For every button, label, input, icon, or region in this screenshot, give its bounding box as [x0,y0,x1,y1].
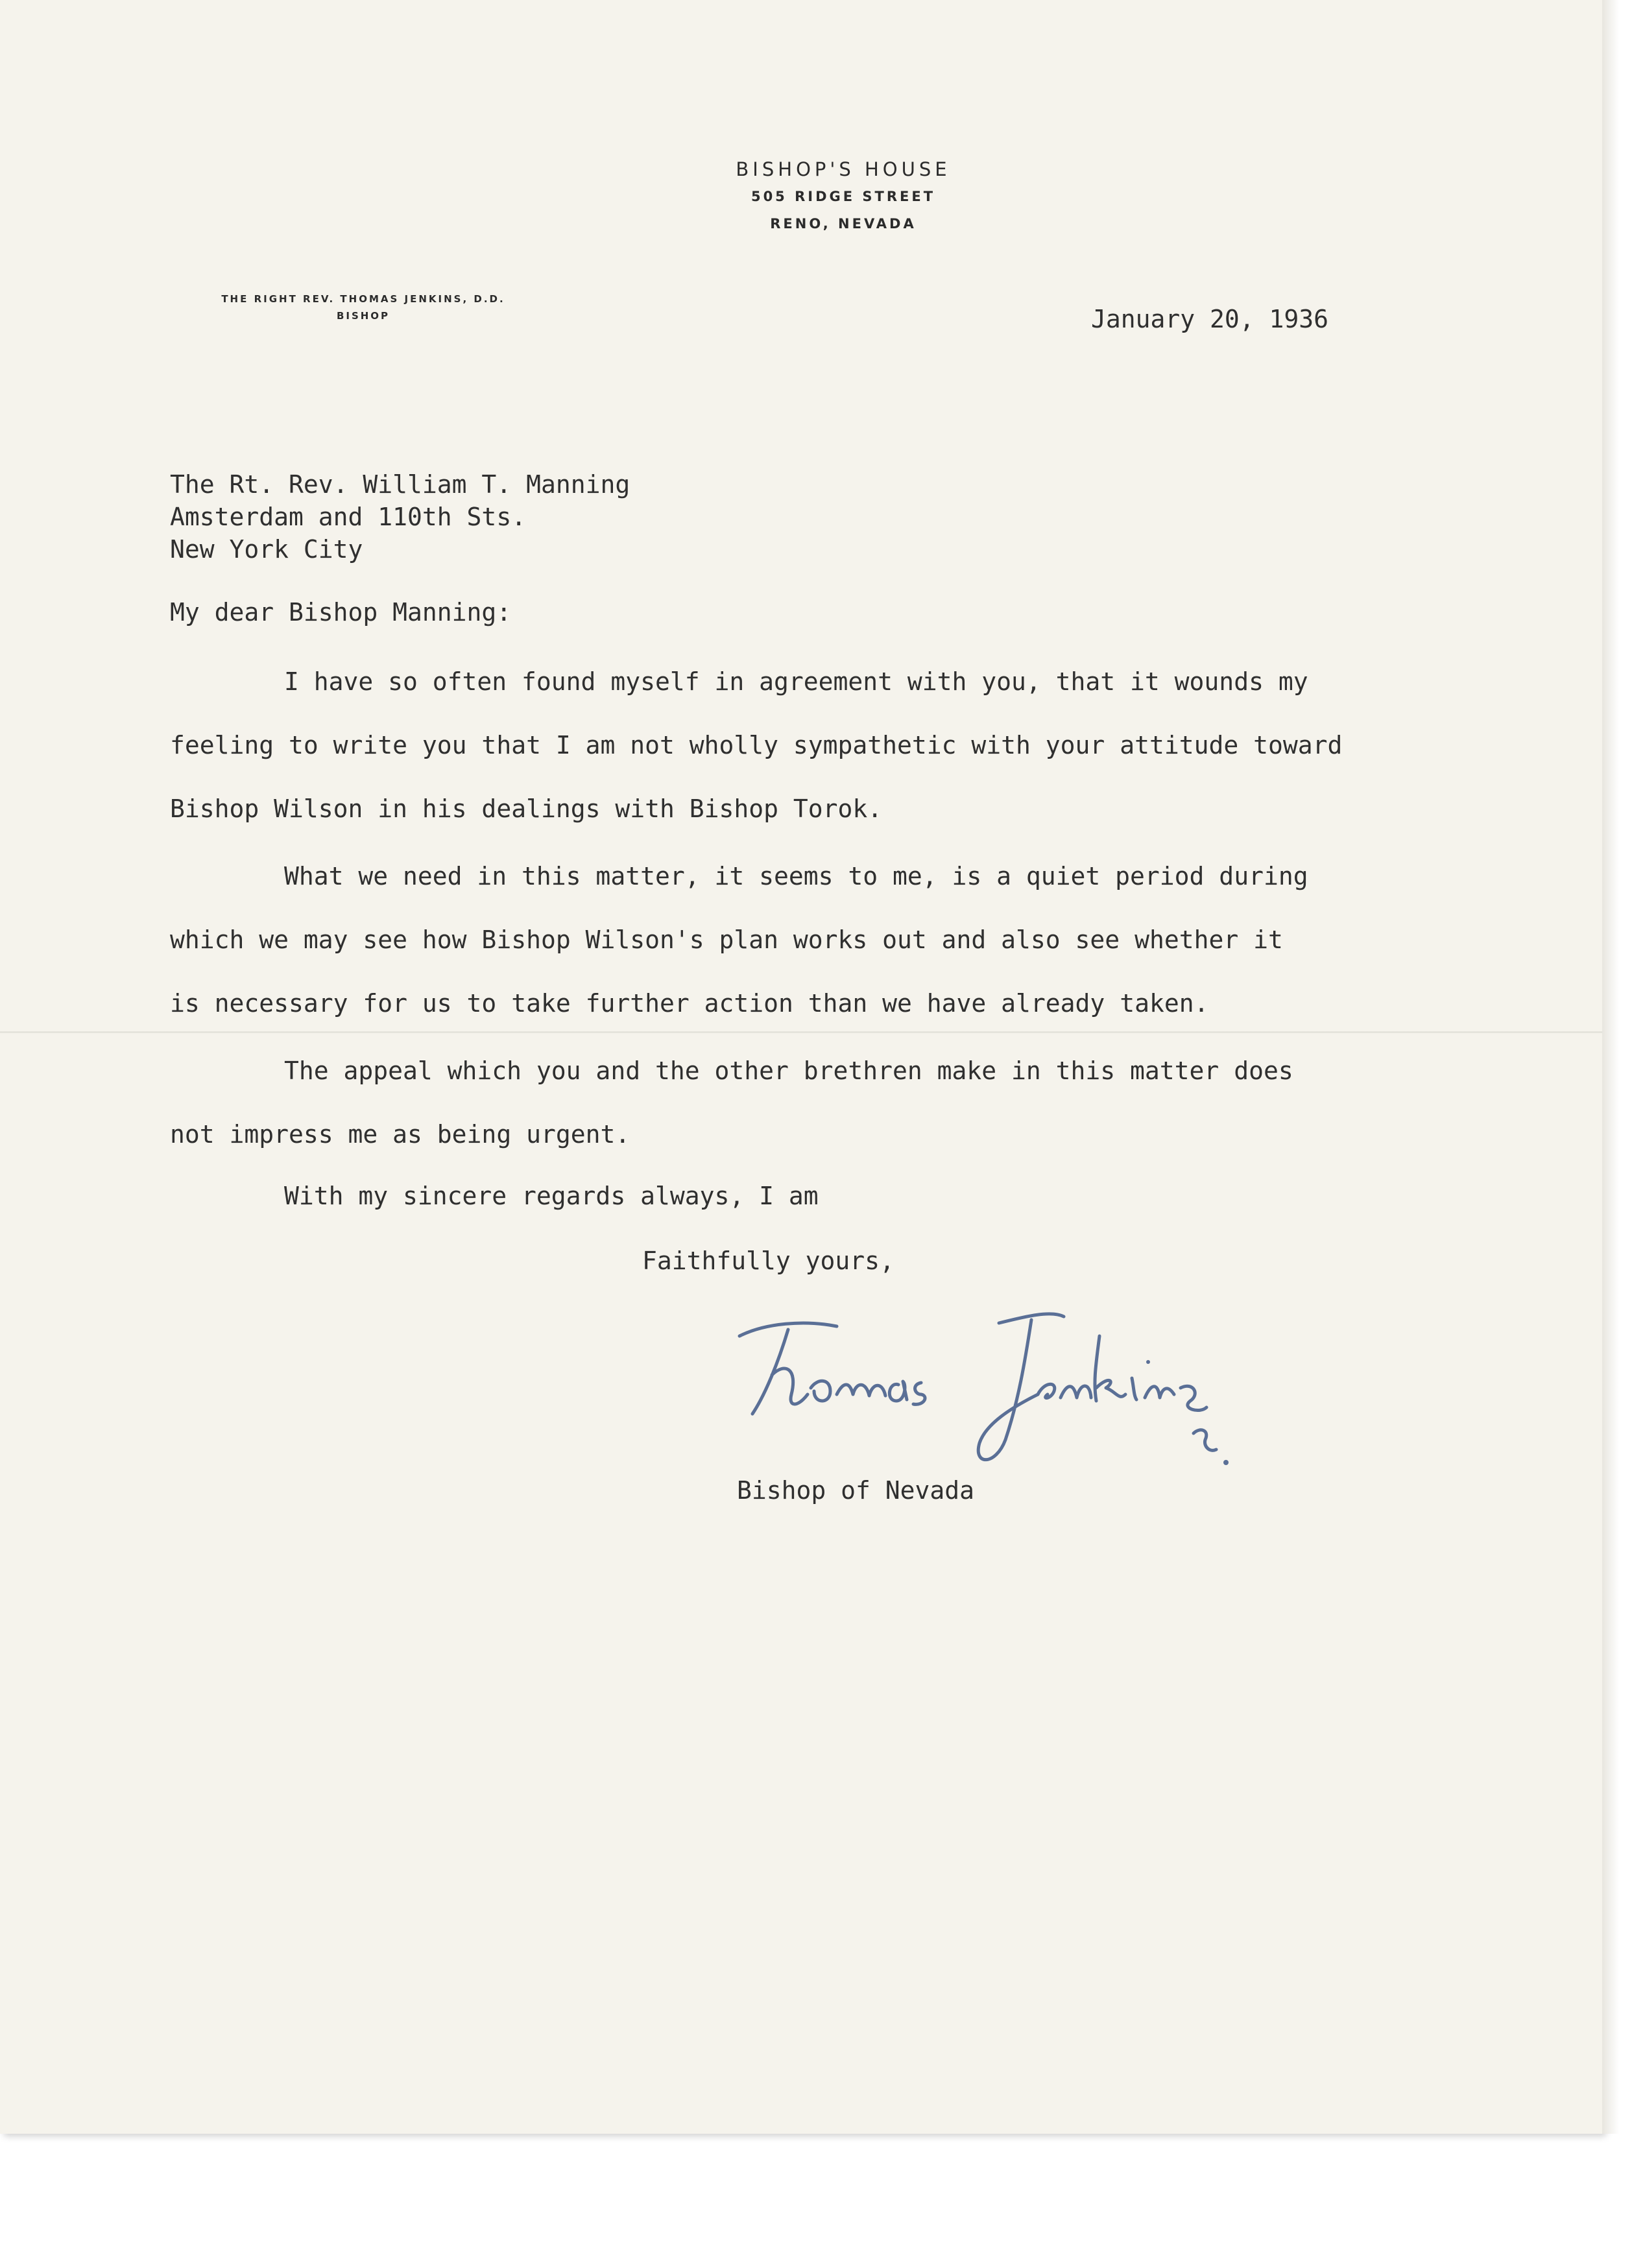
paragraph-2 [170,844,1500,1035]
paragraph-3 [170,1039,1500,1166]
recipient-name: The Rt. Rev. William T. Manning [170,470,630,499]
salutation: My dear Bishop Manning: [170,598,512,627]
sender-block [156,291,571,324]
paragraph-line: feeling to write you that I am not wholly sympathetic with your attitude toward [170,731,1343,759]
paragraph-line: The appeal which you and the other brethren make in this matter does [284,1056,1293,1085]
handwritten-signature [726,1297,1245,1479]
paragraph-line: not impress me as being urgent. [170,1120,630,1149]
letterhead [610,156,1077,237]
signer-title: Bishop of Nevada [737,1476,975,1505]
paragraph-line: is necessary for us to take further action than we have already taken. [170,989,1209,1018]
paragraph-line: Bishop Wilson in his dealings with Bishop Torok. [170,794,883,823]
paragraph-line: I have so often found myself in agreement with you, that it wounds my [284,667,1308,696]
recipient-street: Amsterdam and 110th Sts. [170,503,527,531]
letterhead-house: BISHOP'S HOUSE [736,158,951,180]
scan-edge [1602,0,1645,2134]
regards-line: With my sincere regards always, I am [284,1182,819,1210]
letterhead-city: RENO, NEVADA [770,216,917,232]
closing-line: Faithfully yours, [642,1247,895,1275]
paragraph-1 [170,650,1500,841]
letterhead-street: 505 RIDGE STREET [750,189,936,204]
sender-name: THE RIGHT REV. THOMAS JENKINS, D.D. [221,293,505,305]
recipient-city: New York City [170,535,363,564]
paragraph-line: which we may see how Bishop Wilson's plan works out and also see whether it [170,925,1283,954]
paragraph-line: What we need in this matter, it seems to me, is a quiet period during [284,862,1308,890]
letter-date: January 20, 1936 [1091,305,1329,333]
sender-role: BISHOP [336,310,390,322]
